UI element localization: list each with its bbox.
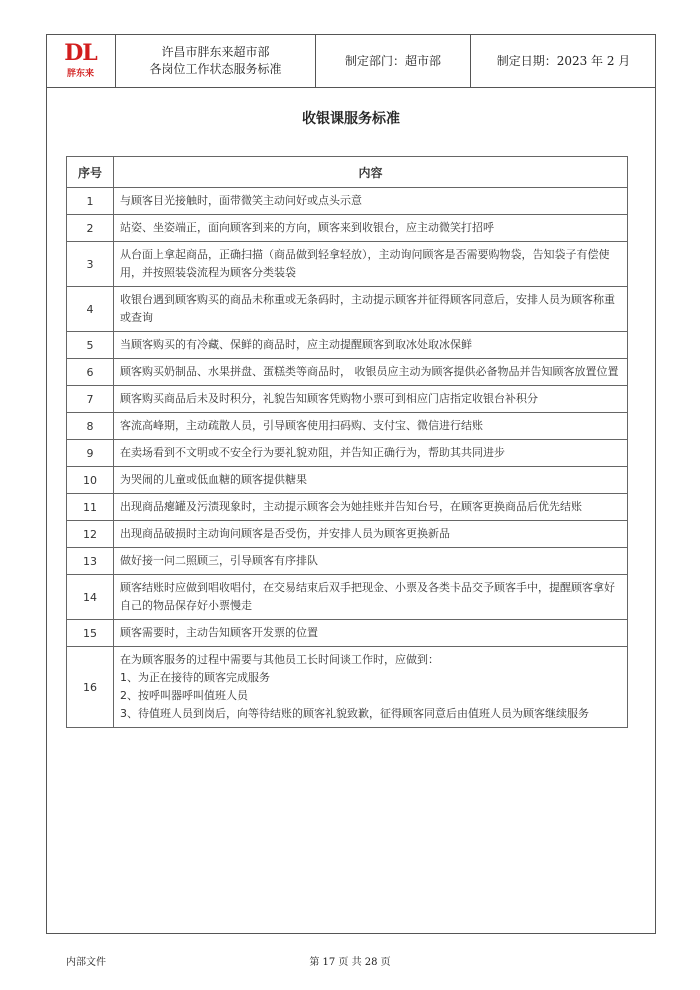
row-number: 11 xyxy=(67,494,114,521)
row-content: 出现商品瘪罐及污渍现象时，主动提示顾客会为她挂账并告知台号，在顾客更换商品后优先结账 xyxy=(114,494,628,521)
table-row xyxy=(67,521,628,548)
row-content-line: 3、待值班人员到岗后，向等待结账的顾客礼貌致歉，征得顾客同意后由值班人员为顾客继续服务 xyxy=(120,707,589,720)
service-standard-table xyxy=(66,156,628,728)
row-number: 2 xyxy=(67,215,114,242)
row-number: 12 xyxy=(67,521,114,548)
logo-text: 胖东来 xyxy=(66,69,94,79)
row-content: 做好接一问二照顾三，引导顾客有序排队 xyxy=(114,548,628,575)
row-content-line: 在为顾客服务的过程中需要与其他员工长时间谈工作时，应做到： xyxy=(120,653,439,666)
row-number: 4 xyxy=(67,287,114,332)
company-name: 许昌市胖东来超市部 xyxy=(161,44,270,59)
table-row xyxy=(67,440,628,467)
row-content: 站姿、坐姿端正，面向顾客到来的方向，顾客来到收银台，应主动微笑打招呼 xyxy=(114,215,628,242)
table-row xyxy=(67,386,628,413)
row-content: 收银台遇到顾客购买的商品未称重或无条码时，主动提示顾客并征得顾客同意后，安排人员为顾客称重或查询 xyxy=(114,287,628,332)
date-label: 制定日期：2023 年 2 月 xyxy=(496,54,631,68)
row-content: 顾客结账时应做到唱收唱付，在交易结束后双手把现金、小票及各类卡品交予顾客手中，提醒顾客拿好自己的物品保存好小票慢走 xyxy=(114,575,628,620)
row-number: 16 xyxy=(67,647,114,728)
row-content: 顾客购买商品后未及时积分，礼貌告知顾客凭购物小票可到相应门店指定收银台补积分 xyxy=(114,386,628,413)
table-row xyxy=(67,242,628,287)
row-content: 出现商品破损时主动询问顾客是否受伤，并安排人员为顾客更换新品 xyxy=(114,521,628,548)
company-cell xyxy=(116,34,316,87)
date-cell xyxy=(471,34,656,87)
row-content-line: 1、为正在接待的顾客完成服务 xyxy=(120,671,270,684)
logo xyxy=(46,34,116,87)
table-row xyxy=(67,575,628,620)
footer-internal-label: 内部文件 xyxy=(66,957,106,968)
page-title: 收银课服务标准 xyxy=(302,111,400,127)
row-content: 在卖场看到不文明或不安全行为要礼貌劝阻，并告知正确行为，帮助其共同进步 xyxy=(114,440,628,467)
row-number: 13 xyxy=(67,548,114,575)
table-row xyxy=(67,647,628,728)
document-header xyxy=(46,34,656,88)
row-content: 顾客需要时，主动告知顾客开发票的位置 xyxy=(114,620,628,647)
department-label: 制定部门：超市部 xyxy=(344,54,441,68)
row-content: 与顾客目光接触时，面带微笑主动问好或点头示意 xyxy=(114,188,628,215)
table-row xyxy=(67,188,628,215)
department-cell xyxy=(316,34,471,87)
table-row xyxy=(67,467,628,494)
table-row xyxy=(67,359,628,386)
page-number: 第 17 页 共 28 页 xyxy=(309,957,391,968)
table-row xyxy=(67,620,628,647)
row-content: 当顾客购买的有冷藏、保鲜的商品时，应主动提醒顾客到取冰处取冰保鲜 xyxy=(114,332,628,359)
row-number: 7 xyxy=(67,386,114,413)
row-content: 顾客购买奶制品、水果拼盘、蛋糕类等商品时， 收银员应主动为顾客提供必备物品并告知顾客放置位置 xyxy=(114,359,628,386)
row-number: 15 xyxy=(67,620,114,647)
logo-mark: DL xyxy=(64,40,97,66)
document-subtitle: 各岗位工作状态服务标准 xyxy=(149,61,282,76)
table-row xyxy=(67,413,628,440)
row-number: 10 xyxy=(67,467,114,494)
table-row xyxy=(67,548,628,575)
row-content: 从台面上拿起商品，正确扫描（商品做到轻拿轻放），主动询问顾客是否需要购物袋，告知袋子有偿使用，并按照装袋流程为顾客分类装袋 xyxy=(114,242,628,287)
row-number: 6 xyxy=(67,359,114,386)
row-number: 1 xyxy=(67,188,114,215)
row-number: 8 xyxy=(67,413,114,440)
row-number: 9 xyxy=(67,440,114,467)
row-number: 5 xyxy=(67,332,114,359)
table-row xyxy=(67,494,628,521)
row-content: 客流高峰期，主动疏散人员，引导顾客使用扫码购、支付宝、微信进行结账 xyxy=(114,413,628,440)
row-content-line: 2、按呼叫器呼叫值班人员 xyxy=(120,689,248,702)
row-content: 为哭闹的儿童或低血糖的顾客提供糖果 xyxy=(114,467,628,494)
table-row xyxy=(67,332,628,359)
column-header-number: 序号 xyxy=(67,157,114,188)
row-content xyxy=(114,647,628,728)
table-row xyxy=(67,215,628,242)
table-row xyxy=(67,287,628,332)
row-number: 14 xyxy=(67,575,114,620)
column-header-content: 内容 xyxy=(114,157,628,188)
table-header-row xyxy=(67,157,628,188)
row-number: 3 xyxy=(67,242,114,287)
